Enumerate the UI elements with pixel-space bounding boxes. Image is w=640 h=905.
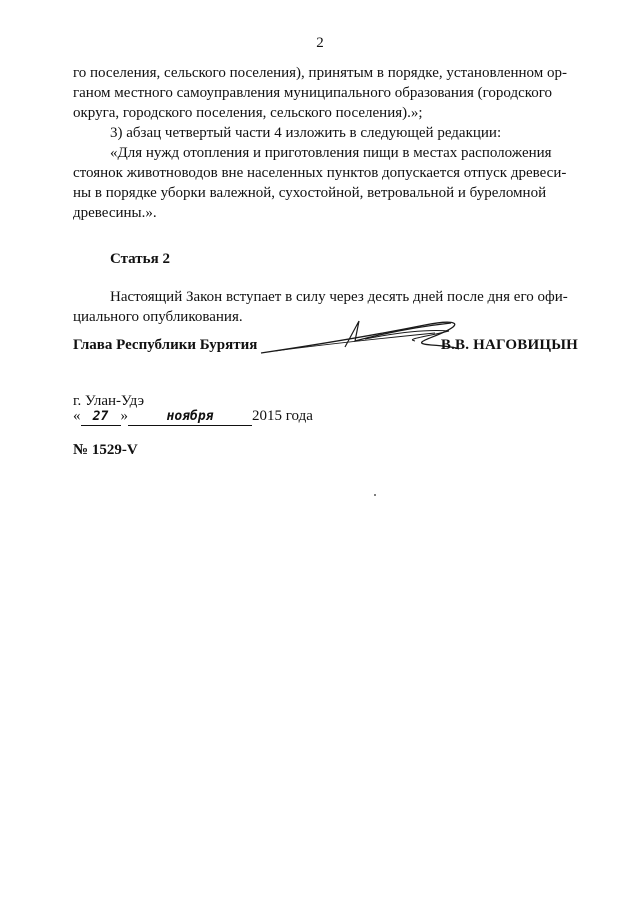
signatory-title: Глава Республики Бурятия: [73, 337, 258, 353]
text-line: ганом местного самоуправления муниципального образования (городского: [73, 85, 553, 101]
signing-date: [73, 408, 313, 426]
date-month: ноября: [128, 409, 252, 426]
text-line: древесины.».: [73, 205, 157, 221]
text-line: 3) абзац четвертый части 4 изложить в следующей редакции:: [110, 125, 502, 141]
scan-speck: [374, 494, 376, 496]
text-line: стоянок животноводов вне населенных пунктов допускается отпуск древеси-: [73, 165, 567, 181]
date-close-quote: »: [120, 408, 128, 424]
date-day: 27: [81, 409, 121, 426]
page-number: 2: [316, 35, 324, 51]
text-line: го поселения, сельского поселения), принятым в порядке, установленном ор-: [73, 65, 567, 81]
text-line: циального опубликования.: [73, 309, 243, 325]
signature-block: [73, 337, 578, 361]
document-body: [73, 63, 578, 327]
article-heading: Статья 2: [110, 251, 170, 267]
date-open-quote: «: [73, 408, 81, 424]
text-line: ны в порядке уборки валежной, сухостойной, ветровальной и буреломной: [73, 185, 547, 201]
place-of-signing: г. Улан-Удэ: [73, 393, 145, 409]
text-line: Настоящий Закон вступает в силу через десять дней после дня его офи-: [110, 289, 568, 305]
date-year: 2015 года: [252, 408, 313, 424]
law-number: № 1529-V: [73, 442, 138, 458]
signatory-name: В.В. НАГОВИЦЫН: [440, 337, 578, 353]
text-line: «Для нужд отопления и приготовления пищи в местах расположения: [110, 145, 552, 161]
text-line: округа, городского поселения, сельского поселения).»;: [73, 105, 423, 121]
